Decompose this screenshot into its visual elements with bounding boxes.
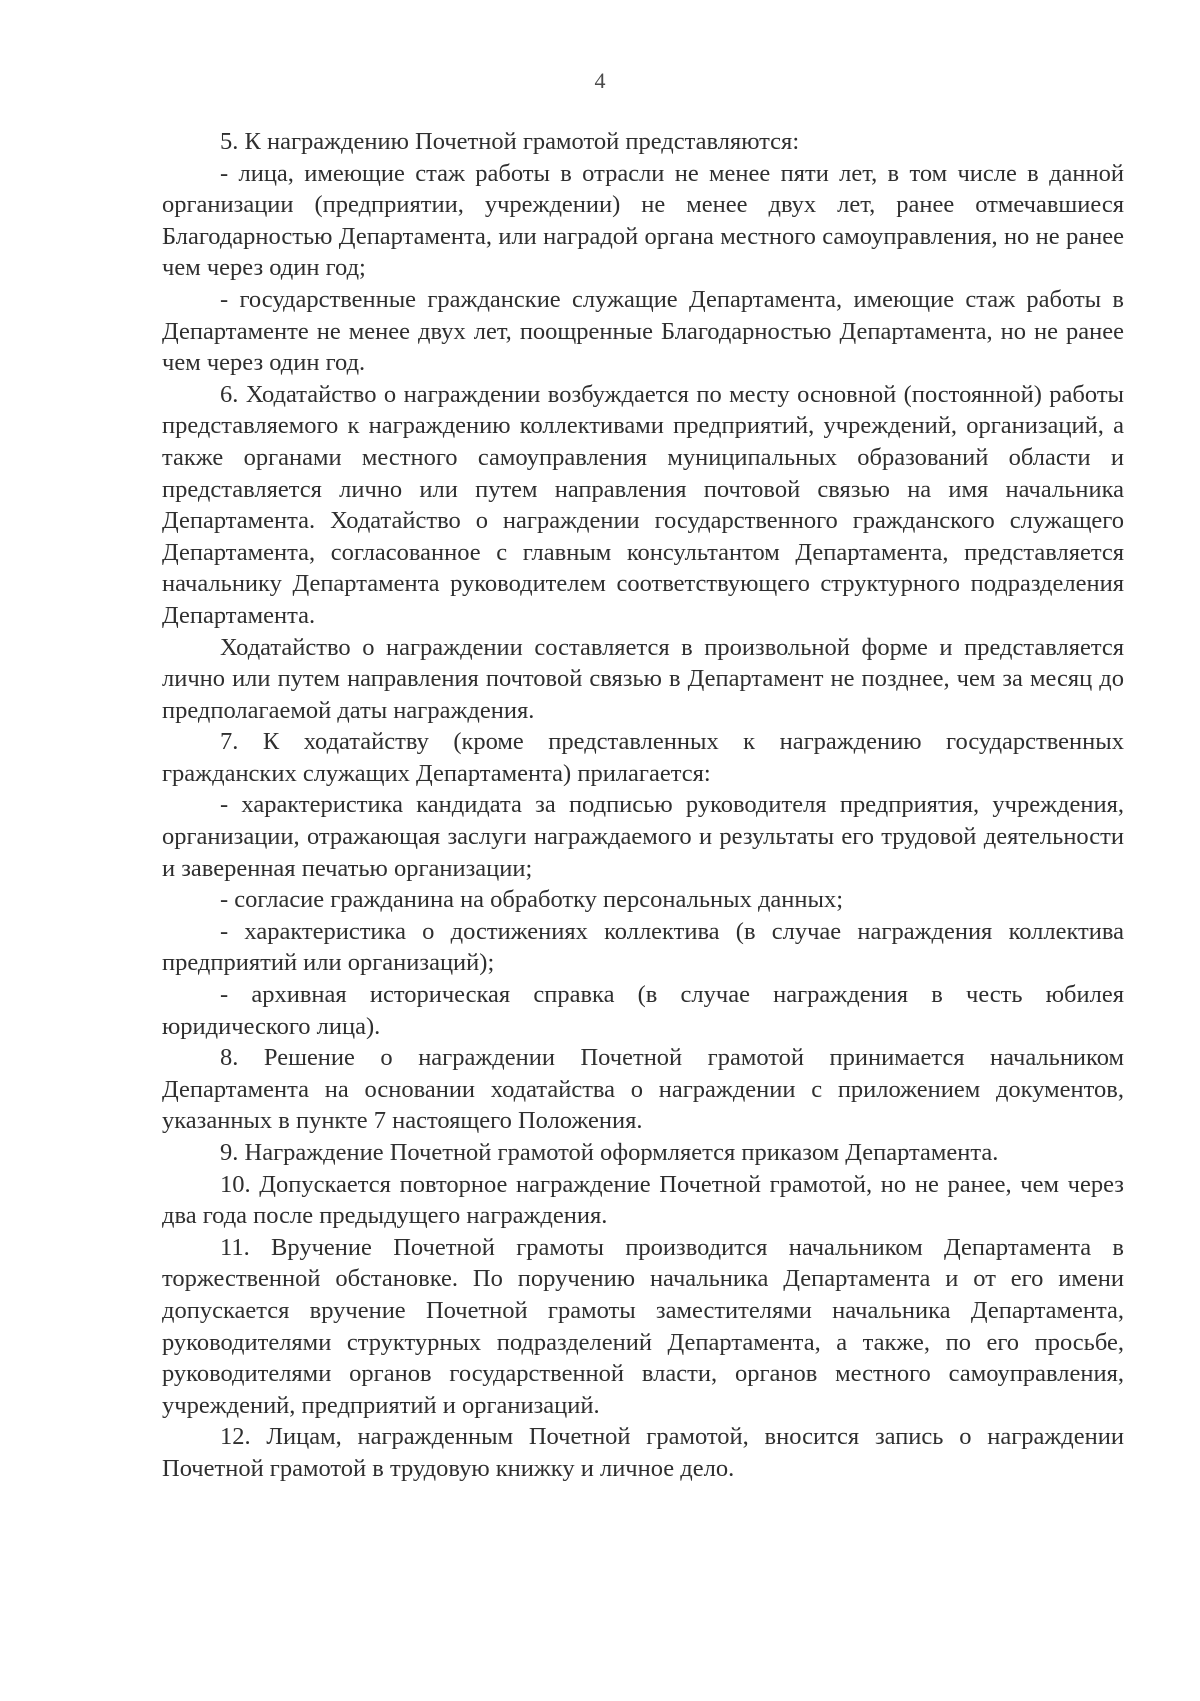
- list-item-persons: - лица, имеющие стаж работы в отрасли не менее пяти лет, в том числе в данной организации (предприятии, учреждении) не менее двух лет, ранее отмечавшиеся Благодарностью Департамента, или наградой органа местного самоуправления, но не ранее чем через один год;: [162, 159, 1124, 282]
- list-item-archive-reference: - архивная историческая справка (в случае награждения в честь юбилея юридического лица).: [162, 981, 1124, 1040]
- list-item-collective-reference: - характеристика о достижениях коллектива (в случае награждения коллектива предприятий или организаций);: [162, 917, 1124, 977]
- paragraph-8: 8. Решение о награждении Почетной грамотой принимается начальником Департамента на основании ходатайства о награждении с приложением документов, указанных в пункте 7 настоящего Положения.: [162, 1044, 1124, 1135]
- paragraph-6-continued: Ходатайство о награждении составляется в произвольной форме и представляется лично или путем направления почтовой связью в Департамент не позднее, чем за месяц до предполагаемой даты награждения.: [162, 633, 1124, 724]
- list-item-civil-servants: - государственные гражданские служащие Департамента, имеющие стаж работы в Департаменте не менее двух лет, поощренные Благодарностью Департамента, но не ранее чем через один год.: [162, 285, 1124, 377]
- paragraph-9: 9. Награждение Почетной грамотой оформляется приказом Департамента.: [220, 1139, 999, 1166]
- document-body: [162, 126, 1124, 1485]
- paragraph-11: 11. Вручение Почетной грамоты производится начальником Департамента в торжественной обстановке. По поручению начальника Департамента и от его имени допускается вручение Почетной грамоты заместителями начальника Департамента, руководителями структурных подразделений Департамента, а также, по его просьбе, руководителями органов государственной власти, органов местного самоуправления, учреждений, предприятий и организаций.: [162, 1233, 1124, 1419]
- paragraph-10: 10. Допускается повторное награждение Почетной грамотой, но не ранее, чем через два года после предыдущего награждения.: [162, 1170, 1124, 1230]
- list-item-candidate-reference: - характеристика кандидата за подписью руководителя предприятия, учреждения, организации, отражающая заслуги награждаемого и результаты его трудовой деятельности и заверенная печатью организации;: [162, 791, 1124, 882]
- paragraph-5: 5. К награждению Почетной грамотой представляются:: [220, 128, 800, 155]
- paragraph-7: 7. К ходатайству (кроме представленных к награждению государственных гражданских служащих Департамента) прилагается:: [162, 728, 1124, 787]
- paragraph-6: 6. Ходатайство о награждении возбуждается по месту основной (постоянной) работы представляемого к награждению коллективами предприятий, учреждений, организаций, а также органами местного самоуправления муниципальных образований области и представляется лично или путем направления почтовой связью на имя начальника Департамента. Ходатайство о награждении государственного гражданского служащего Департамента, согласованное с главным консультантом Департамента, представляется начальнику Департамента руководителем соответствующего структурного подразделения Департамента.: [162, 380, 1124, 629]
- page-number: 4: [594, 68, 606, 93]
- paragraph-12: 12. Лицам, награжденным Почетной грамотой, вносится запись о награждении Почетной грамотой в трудовую книжку и личное дело.: [162, 1423, 1124, 1482]
- list-item-consent: - согласие гражданина на обработку персональных данных;: [220, 886, 844, 914]
